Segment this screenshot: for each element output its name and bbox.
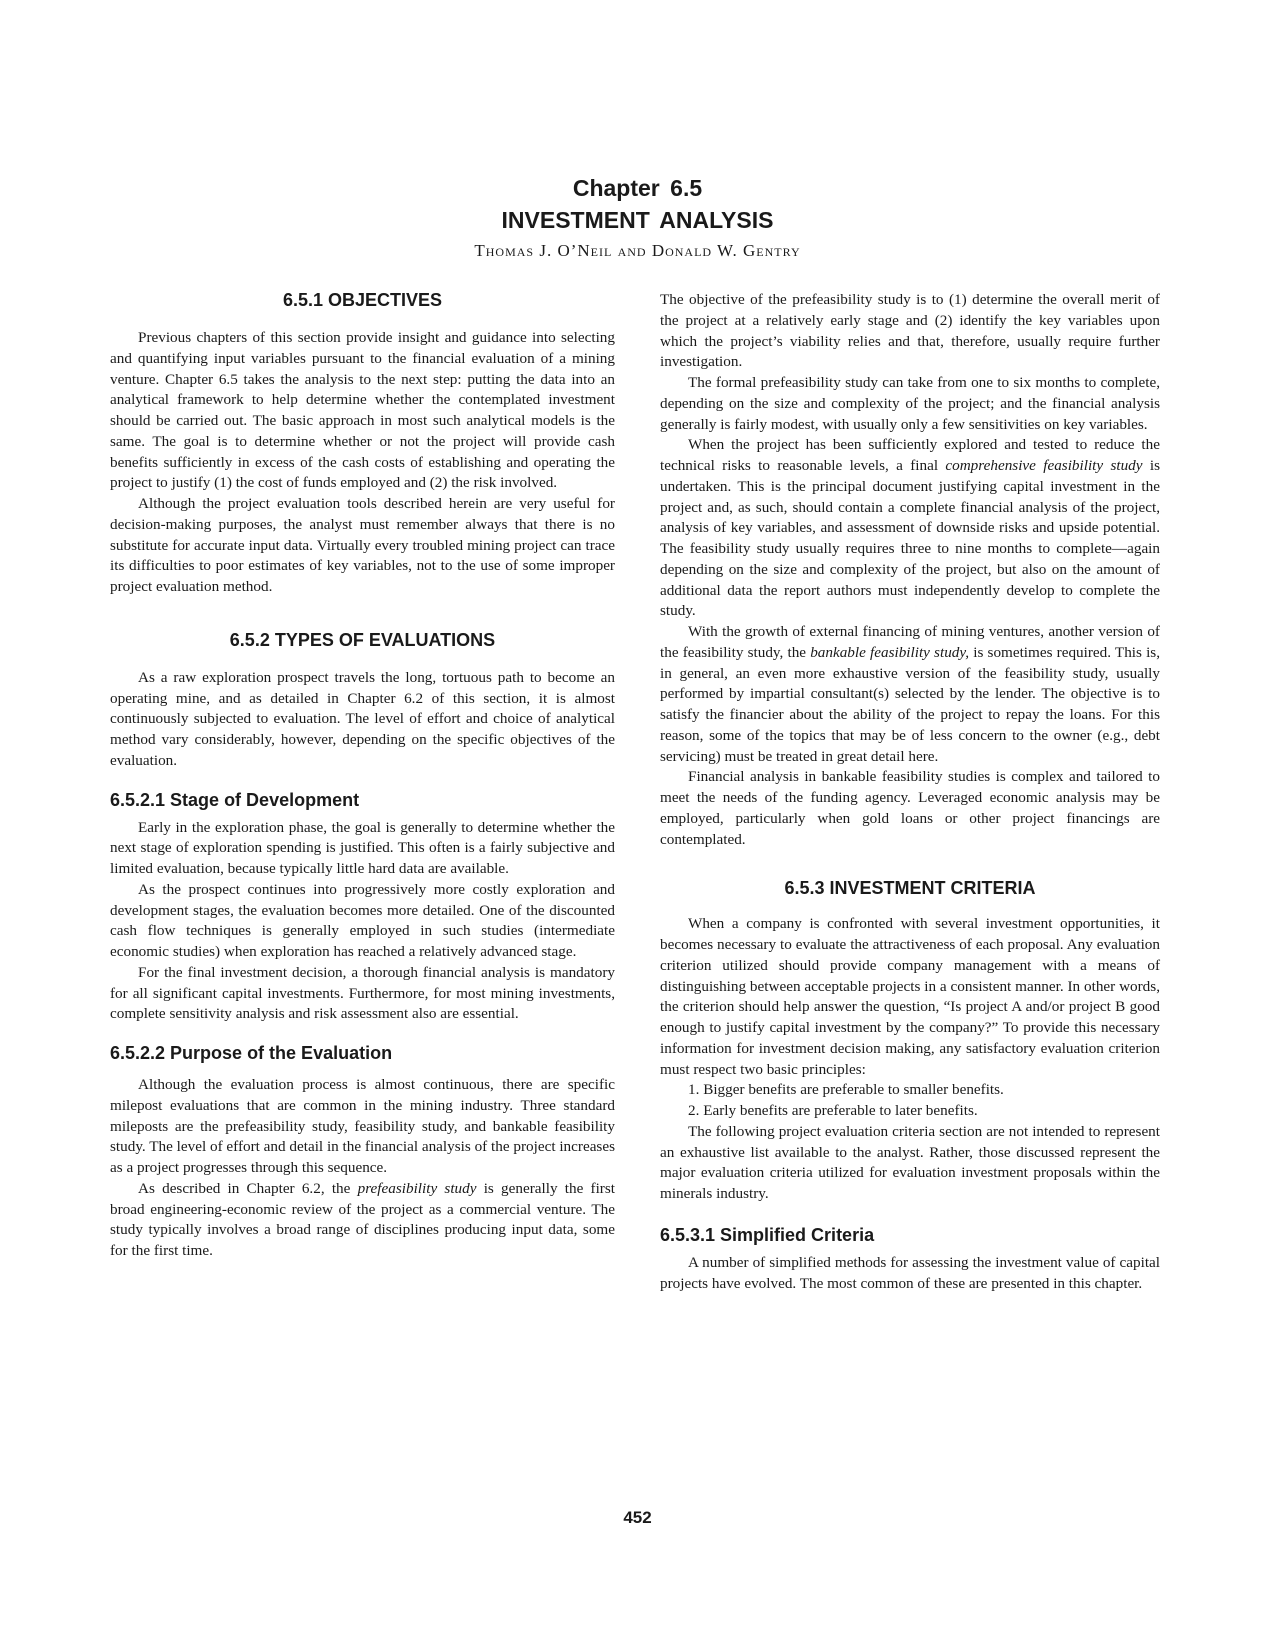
paragraph: As described in Chapter 6.2, the prefeasibility study is generally the first broad engineering-economic review of the project as a commercial venture. The study typically involves a broad range of disciplines producing input data, some for the first time. <box>110 1179 615 1259</box>
section-heading-6-5-2-2: 6.5.2.2 Purpose of the Evaluation <box>110 1043 393 1063</box>
chapter-header <box>0 172 1275 264</box>
paragraph: Although the evaluation process is almost continuous, there are specific milepost evaluations that are common in the mining industry. Three standard mileposts are the prefeasibility study, feasibility study, and bankable feasibility study. The level of effort and detail in the financial analysis of the project increases as a project progresses through this sequence. <box>110 1076 615 1176</box>
paragraph: Previous chapters of this section provide insight and guidance into selecting and quantifying input variables pursuant to the financial evaluation of a mining venture. Chapter 6.5 takes the analysis to the next step: putting the data into an analytical framework to help determine whether the contemplated investment should be carried out. The basic approach in most such analytical models is the same. The goal is to determine whether or not the project will provide cash benefits sufficiently in excess of the cash costs of establishing and operating the project to justify (1) the cost of funds employed and (2) the risk involved. <box>110 329 615 492</box>
chapter-number: Chapter 6.5 <box>572 175 703 201</box>
paragraph: As a raw exploration prospect travels the long, tortuous path to become an operating mine, and as detailed in Chapter 6.2 of this section, it is almost continuously subjected to evaluation. The level of effort and choice of analytical method vary considerably, however, depending on the specific objectives of the evaluation. <box>110 668 615 769</box>
section-heading-6-5-2: 6.5.2 TYPES OF EVALUATIONS <box>229 629 496 650</box>
paragraph: Early in the exploration phase, the goal is generally to determine whether the next stage of exploration spending is justified. This often is a fairly subjective and limited evaluation, because typically little hard data are available. <box>110 818 615 877</box>
paragraph: When a company is confronted with several investment opportunities, it becomes necessary to evaluate the attractiveness of each proposal. Any evaluation criterion utilized should provide company management with a means of distinguishing between acceptable projects in a consistent manner. In other words, the criterion should help answer the question, “Is project A and/or project B good enough to justify capital investment by the company?” To provide this necessary information for investment decision making, any satisfactory evaluation criterion must respect two basic principles: <box>660 915 1160 1078</box>
paragraph: The formal prefeasibility study can take from one to six months to complete, depending on the size and complexity of the project; and the financial analysis generally is fairly modest, with usually only a few sensitivities on key variables. <box>660 374 1160 433</box>
section-heading-6-5-3-1: 6.5.3.1 Simplified Criteria <box>660 1224 875 1245</box>
italic-term: prefeasibility study <box>357 1179 477 1197</box>
section-heading-6-5-3: 6.5.3 INVESTMENT CRITERIA <box>784 878 1036 899</box>
section-heading-6-5-1: 6.5.1 OBJECTIVES <box>282 290 443 310</box>
paragraph: The objective of the prefeasibility study is to (1) determine the overall merit of the project at a relatively early stage and (2) identify the key variables upon which the project’s viability relies and that, therefore, usually require further investigation. <box>660 291 1160 371</box>
chapter-title: INVESTMENT ANALYSIS <box>501 207 774 233</box>
list-item: 1. Bigger benefits are preferable to smaller benefits. <box>688 1081 1004 1099</box>
paragraph: With the growth of external financing of mining ventures, another version of the feasibility study, the bankable feasibility study, is sometimes required. This is, in general, an even more exhaustive version of the feasibility study, usually performed by impartial consultant(s) selected by the lender. The objective is to satisfy the financier about the ability of the project to repay the loans. For this reason, some of the topics that may be of less concern to the owner (e.g., debt servicing) must be treated in great detail here. <box>660 623 1161 765</box>
paragraph: Financial analysis in bankable feasibility studies is complex and tailored to meet the needs of the funding agency. Leveraged economic analysis may be employed, particularly when gold loans or other project financings are contemplated. <box>660 768 1160 848</box>
paragraph: As the prospect continues into progressively more costly exploration and development stages, the evaluation becomes more detailed. One of the discounted cash flow techniques is generally employed in such studies (intermediate economic studies) when exploration has reached a relatively advanced stage. <box>110 880 615 960</box>
page-number: 452 <box>623 1508 652 1527</box>
list-item: 2. Early benefits are preferable to later benefits. <box>688 1102 978 1119</box>
paragraph: Although the project evaluation tools described herein are very useful for decision-making purposes, the analyst must remember always that there is no substitute for accurate input data. Virtually every troubled mining project can trace its difficulties to poor estimates of key variables, not to the use of some improper project evaluation method. <box>110 495 615 595</box>
paragraph: For the final investment decision, a thorough financial analysis is mandatory for all significant capital investments. Furthermore, for most mining investments, complete sensitivity analysis and risk assessment also are essential. <box>110 963 615 1023</box>
left-column <box>110 288 615 1262</box>
italic-term: comprehensive feasibility study <box>945 457 1143 474</box>
italic-term: bankable feasibility study, <box>810 643 970 661</box>
paragraph: The following project evaluation criteria section are not intended to represent an exhaustive list available to the analyst. Rather, those discussed represent the major evaluation criteria utilized for evaluation investment proposals within the minerals industry. <box>660 1122 1160 1202</box>
right-column <box>660 290 1160 1294</box>
paragraph: When the project has been sufficiently explored and tested to reduce the technical risks to reasonable levels, a final comprehensive feasibility study is undertaken. This is the principal document justifying capital investment in the project and, as such, should contain a complete financial analysis of the project, analysis of key variables, and assessment of downside risks and upside potential. The feasibility study usually requires three to nine months to complete—again depending on the size and complexity of the project, but also on the amount of additional data the report authors must independently develop to complete the study. <box>660 436 1160 620</box>
paragraph: A number of simplified methods for assessing the investment value of capital projects have evolved. The most common of these are presented in this chapter. <box>660 1253 1160 1292</box>
authors: Thomas J. O’Neil and Donald W. Gentry <box>474 241 801 260</box>
section-heading-6-5-2-1: 6.5.2.1 Stage of Development <box>110 789 360 810</box>
